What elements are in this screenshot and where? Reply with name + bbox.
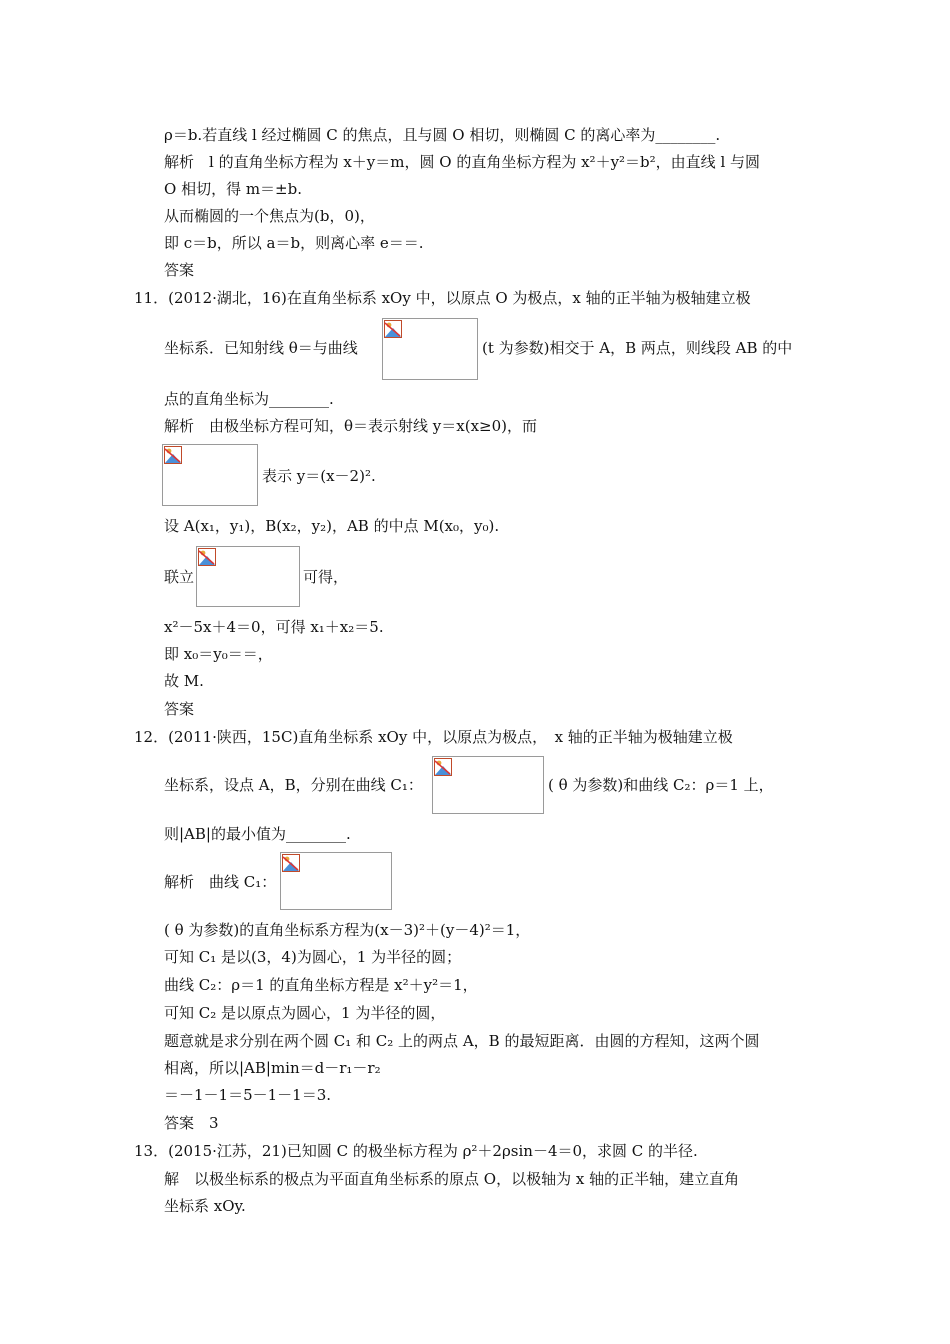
problem-12: 12．(2011·陕西，15C)直角坐标系 xOy 中，以原点为极点， x 轴的正半轴为极轴建立极 bbox=[134, 728, 733, 746]
text-line: 即 c＝b，所以 a＝b，则离心率 e＝＝. bbox=[164, 234, 424, 252]
text-line: 曲线 C₂：ρ＝1 的直角坐标方程是 x²＋y²＝1， bbox=[164, 976, 478, 994]
text-line: x²－5x＋4＝0，可得 x₁＋x₂＝5. bbox=[164, 618, 384, 636]
text-line: 点的直角坐标为________. bbox=[164, 390, 334, 408]
text-line: 可知 C₁ 是以(3，4)为圆心，1 为半径的圆； bbox=[164, 948, 462, 966]
text-line: 坐标系．已知射线 θ＝与曲线 bbox=[164, 339, 358, 357]
text-line: 解析 由极坐标方程可知，θ＝表示射线 y＝x(x≥0)，而 bbox=[164, 417, 538, 435]
broken-image-icon bbox=[282, 854, 300, 872]
image-placeholder bbox=[196, 546, 300, 607]
text-line: 相离，所以|AB|min＝d－r₁－r₂ bbox=[164, 1059, 381, 1077]
image-placeholder bbox=[432, 756, 544, 814]
broken-image-icon bbox=[164, 446, 182, 464]
broken-image-icon bbox=[434, 758, 452, 776]
text-line: 题意就是求分别在两个圆 C₁ 和 C₂ 上的两点 A，B 的最短距离．由圆的方程知，这两个圆 bbox=[164, 1032, 760, 1050]
text-line: 联立 bbox=[164, 568, 195, 586]
image-placeholder bbox=[162, 444, 258, 506]
broken-image-icon bbox=[384, 320, 402, 338]
text-line: 解析 曲线 C₁： bbox=[164, 873, 277, 891]
text-line: O 相切，得 m＝±b. bbox=[164, 180, 302, 198]
text-line: 坐标系 xOy. bbox=[164, 1197, 246, 1215]
problem-13: 13．(2015·江苏，21)已知圆 C 的极坐标方程为 ρ²＋2ρsin－4＝0，求圆 C 的半径. bbox=[134, 1142, 698, 1160]
text-line: 坐标系，设点 A，B，分别在曲线 C₁： bbox=[164, 776, 423, 794]
text-line: 则|AB|的最小值为________. bbox=[164, 825, 351, 843]
broken-image-icon bbox=[198, 548, 216, 566]
text-line: ( θ 为参数)的直角坐标系方程为(x－3)²＋(y－4)²＝1， bbox=[164, 921, 531, 939]
text-line: 解 以极坐标系的极点为平面直角坐标系的原点 O，以极轴为 x 轴的正半轴，建立直角 bbox=[164, 1170, 740, 1188]
image-placeholder bbox=[280, 852, 392, 910]
answer-label: 答案 bbox=[164, 700, 195, 718]
answer-label: 答案 3 bbox=[164, 1114, 219, 1132]
answer-label: 答案 bbox=[164, 261, 195, 279]
text-line: (t 为参数)相交于 A，B 两点，则线段 AB 的中 bbox=[482, 339, 793, 357]
text-line: 设 A(x₁，y₁)，B(x₂，y₂)，AB 的中点 M(x₀，y₀). bbox=[164, 517, 500, 535]
text-line: 故 M. bbox=[164, 672, 204, 690]
text-line: 表示 y＝(x－2)². bbox=[262, 467, 376, 485]
text-line: 解析 l 的直角坐标方程为 x＋y＝m，圆 O 的直角坐标方程为 x²＋y²＝b²，由直线 l 与圆 bbox=[164, 153, 761, 171]
image-placeholder bbox=[382, 318, 478, 380]
text-line: ρ＝b.若直线 l 经过椭圆 C 的焦点，且与圆 O 相切，则椭圆 C 的离心率为________. bbox=[164, 126, 721, 144]
text-line: 可得， bbox=[303, 568, 349, 586]
problem-11: 11．(2012·湖北，16)在直角坐标系 xOy 中，以原点 O 为极点，x 轴的正半轴为极轴建立极 bbox=[134, 289, 751, 307]
text-line: ( θ 为参数)和曲线 C₂：ρ＝1 上， bbox=[548, 776, 774, 794]
text-line: ＝－1－1＝5－1－1＝3. bbox=[164, 1086, 332, 1104]
text-line: 可知 C₂ 是以原点为圆心，1 为半径的圆， bbox=[164, 1004, 446, 1022]
text-line: 即 x₀＝y₀＝＝， bbox=[164, 645, 273, 663]
text-line: 从而椭圆的一个焦点为(b，0)， bbox=[164, 207, 375, 225]
